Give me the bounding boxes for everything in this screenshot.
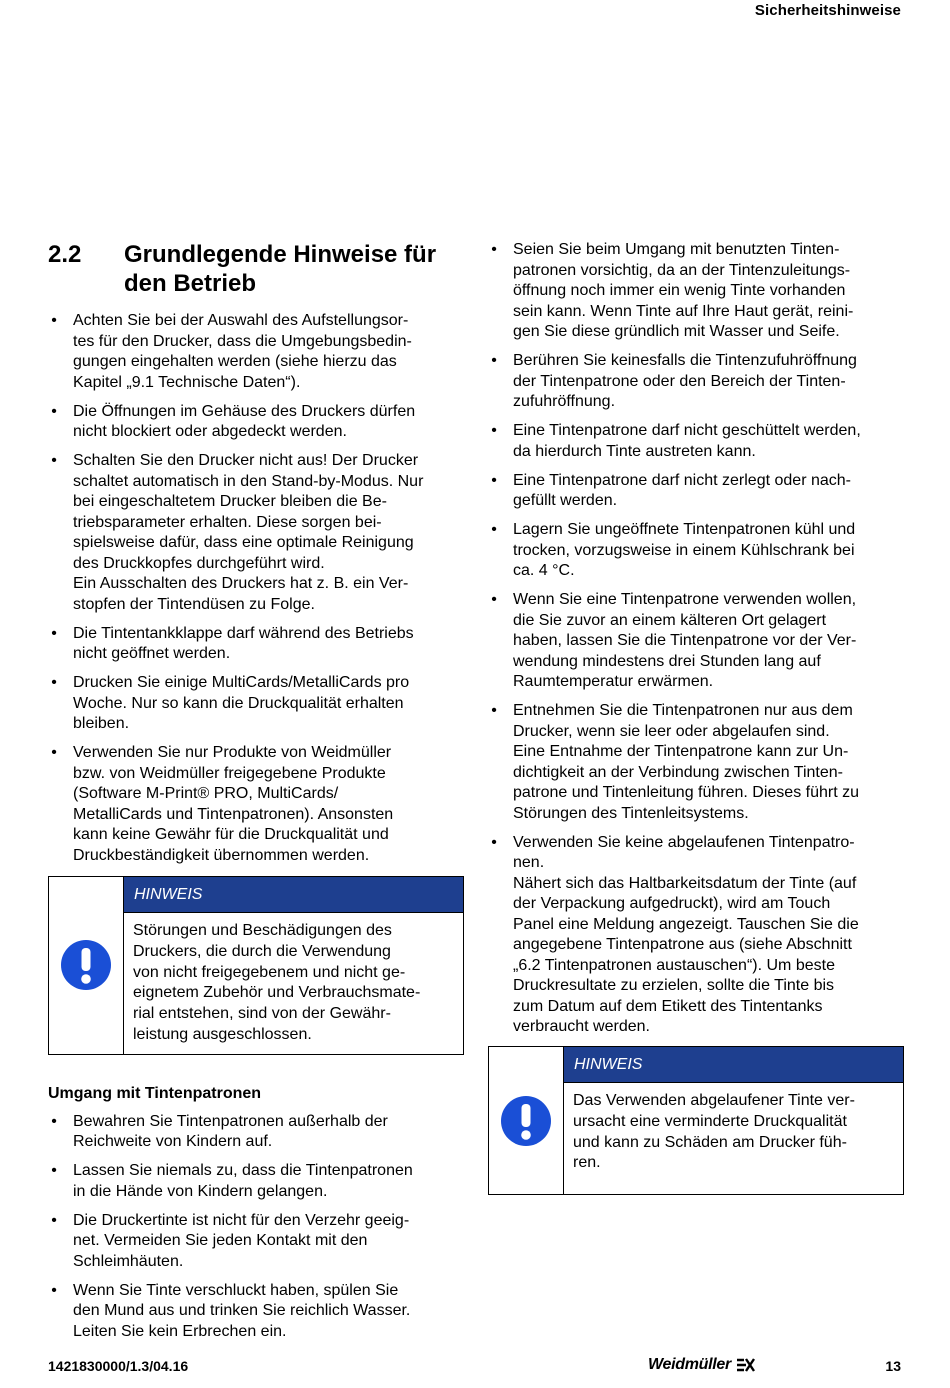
list-item-text: spielsweise dafür, dass eine optimale Reinigung	[73, 534, 414, 551]
list-item-text: „6.2 Tintenpatronen austauschen“). Um beste	[513, 956, 835, 974]
list-item	[48, 624, 464, 665]
bullet-icon: •	[491, 521, 497, 538]
list-item	[48, 1281, 464, 1343]
notice-text-line: ren.	[573, 1154, 601, 1172]
list-item-text: Berühren Sie keinesfalls die Tintenzufuhröffnung	[513, 352, 857, 369]
list-item-text: bei eingeschaltetem Drucker bleiben die Be-	[73, 493, 387, 510]
bullet-icon: •	[51, 744, 57, 761]
list-item-text: haben, lassen Sie die Tintenpatrone vor der Ver-	[513, 632, 857, 649]
notice-text-line: Das Verwenden abgelaufener Tinte ver-	[573, 1092, 855, 1109]
list-item-text: Raumtemperatur erwärmen.	[513, 673, 714, 690]
list-item-text: sein kann. Wenn Tinte auf Ihre Haut gerät, reini-	[513, 302, 854, 320]
list-item-text: gefüllt werden.	[513, 492, 618, 509]
list-item	[488, 520, 904, 582]
list-item	[488, 590, 904, 693]
list-item-text: triebsparameter erhalten. Diese sorgen bei-	[73, 513, 382, 531]
list-item-text: stopfen der Tintendüsen zu Folge.	[73, 595, 315, 613]
list-item-text: Die Druckertinte ist nicht für den Verzehr geeig-	[73, 1211, 410, 1229]
bullet-icon: •	[491, 471, 497, 489]
list-item-text: bzw. von Weidmüller freigegebene Produkte	[73, 764, 386, 782]
bullet-icon: •	[51, 624, 57, 642]
list-item-text: Nähert sich das Haltbarkeitsdatum der Tinte (auf	[513, 874, 857, 892]
list-item	[488, 421, 904, 462]
logo-wordmark: Weidmüller	[648, 1356, 731, 1373]
list-item	[48, 1112, 464, 1153]
list-item-text: trocken, vorzugsweise in einem Kühlschrank bei	[513, 541, 855, 559]
list-item-text: net. Vermeiden Sie jeden Kontakt mit den	[73, 1232, 368, 1250]
section-title-line: den Betrieb	[124, 270, 257, 297]
bullet-icon: •	[51, 1281, 57, 1299]
list-item	[48, 311, 464, 393]
list-item-text: in die Hände von Kindern gelangen.	[73, 1182, 328, 1200]
section-title-line: Grundlegende Hinweise für	[124, 241, 437, 268]
list-item-text: da hierdurch Tinte austreten kann.	[513, 442, 756, 460]
company-logo	[648, 1356, 757, 1374]
running-header: Sicherheitshinweise	[754, 2, 901, 19]
list-item-text: verbraucht werden.	[513, 1018, 650, 1035]
bullet-icon: •	[491, 241, 497, 258]
list-item-text: Achten Sie bei der Auswahl des Aufstellungsor-	[73, 312, 409, 329]
operation-bullet-list	[48, 311, 464, 866]
bullet-icon: •	[491, 591, 497, 608]
bullet-icon: •	[51, 1162, 57, 1180]
list-item-text: des Druckkopfes durchgeführt wird.	[73, 554, 325, 572]
list-item-text: patrone und Tintenleitung führen. Dieses führt zu	[513, 784, 859, 801]
list-item-text: nicht blockiert oder abgedeckt werden.	[73, 423, 347, 440]
list-item-text: Panel eine Meldung angezeigt. Tauschen Sie die	[513, 915, 859, 933]
list-item-text: schaltet automatisch in den Stand-by-Modus. Nur	[73, 472, 424, 490]
notice-box	[488, 1046, 904, 1195]
list-item-text: tes für den Drucker, dass die Umgebungsbedin-	[73, 332, 412, 350]
list-item	[488, 701, 904, 824]
bullet-icon: •	[51, 312, 57, 329]
list-item-text: Seien Sie beim Umgang mit benutzten Tinten-	[513, 241, 840, 258]
notice-text-line: von nicht freigegebenem und nicht ge-	[133, 963, 406, 981]
list-item-text: Reichweite von Kindern auf.	[73, 1133, 273, 1151]
section-heading	[48, 240, 464, 298]
list-item-text: Drucker, wenn sie leer oder abgelaufen sind.	[513, 722, 830, 740]
list-item-text: die Sie zuvor an einem kälteren Ort gelagert	[513, 611, 827, 629]
list-item-text: Die Tintentankklappe darf während des Betriebs	[73, 624, 414, 642]
list-item-text: Kapitel „9.1 Technische Daten“).	[73, 373, 301, 391]
list-item-text: Drucken Sie einige MultiCards/MetalliCards pro	[73, 674, 410, 691]
list-item-text: wendung mindestens drei Stunden lang auf	[513, 652, 821, 670]
list-item	[48, 402, 464, 443]
notice-text-line: leistung ausgeschlossen.	[133, 1025, 312, 1043]
list-item-text: angegebene Tintenpatrone aus (siehe Abschnitt	[513, 936, 852, 953]
list-item-text: dichtigkeit an der Verbindung zwischen Tinten-	[513, 763, 843, 781]
list-item-text: gungen eingehalten werden (siehe hierzu das	[73, 353, 397, 370]
exclamation-icon	[500, 1095, 552, 1147]
list-item	[488, 351, 904, 413]
section-title	[124, 240, 464, 298]
list-item-text: bleiben.	[73, 715, 130, 732]
bullet-icon: •	[51, 402, 57, 420]
notice-text-line: rial entstehen, sind von der Gewähr-	[133, 1005, 391, 1023]
bullet-icon: •	[491, 422, 497, 439]
list-item-text: Lagern Sie ungeöffnete Tintenpatronen kühl und	[513, 521, 856, 538]
list-item-text: Verwenden Sie keine abgelaufenen Tintenpatro-	[513, 833, 855, 851]
notice-text-line: Druckers, die durch die Verwendung	[133, 942, 391, 960]
list-item-text: zufuhröffnung.	[513, 393, 616, 410]
list-item	[48, 451, 464, 615]
right-column	[488, 240, 904, 1195]
list-item-text: Lassen Sie niemals zu, dass die Tintenpatronen	[73, 1162, 413, 1180]
list-item	[48, 1161, 464, 1202]
list-item-text: Druckbeständigkeit übernommen werden.	[73, 846, 370, 864]
list-item	[48, 743, 464, 866]
notice-heading: HINWEIS	[124, 877, 463, 913]
list-item	[488, 240, 904, 343]
notice-text-line: ursacht eine verminderte Druckqualität	[573, 1112, 847, 1130]
list-item-text: Wenn Sie eine Tintenpatrone verwenden wollen,	[513, 591, 857, 608]
bullet-icon: •	[491, 702, 497, 719]
cartridge-bullet-list	[488, 240, 904, 1038]
list-item-text: Bewahren Sie Tintenpatronen außerhalb der	[73, 1112, 388, 1130]
bullet-icon: •	[51, 674, 57, 691]
list-item	[488, 833, 904, 1038]
notice-icon-cell	[49, 877, 124, 1054]
list-item-text: Schalten Sie den Drucker nicht aus! Der Drucker	[73, 452, 419, 469]
list-item-text: Eine Tintenpatrone darf nicht zerlegt oder nach-	[513, 471, 851, 489]
list-item-text: Woche. Nur so kann die Druckqualität erhalten	[73, 694, 404, 712]
list-item-text: Eine Entnahme der Tintenpatrone kann zur Un-	[513, 743, 849, 760]
list-item-text: (Software M-Print® PRO, MultiCards/	[73, 785, 339, 802]
bullet-icon: •	[51, 1211, 57, 1229]
list-item-text: Die Öffnungen im Gehäuse des Druckers dürfen	[73, 402, 416, 420]
ink-handling-bullet-list	[48, 1112, 464, 1343]
list-item-text: Eine Tintenpatrone darf nicht geschüttelt werden,	[513, 422, 861, 439]
bullet-icon: •	[51, 452, 57, 469]
list-item-text: zum Datum auf dem Etikett des Tintentanks	[513, 997, 823, 1015]
list-item-text: Leiten Sie kein Erbrechen ein.	[73, 1322, 287, 1340]
notice-text	[564, 1083, 903, 1194]
list-item-text: MetalliCards und Tintenpatronen). Ansonsten	[73, 805, 394, 823]
bullet-icon: •	[51, 1112, 57, 1130]
notice-text-line: Störungen und Beschädigungen des	[133, 922, 392, 939]
notice-text-line: und kann zu Schäden am Drucker füh-	[573, 1133, 847, 1151]
notice-icon-cell	[489, 1047, 564, 1194]
list-item-text: gen Sie diese gründlich mit Wasser und Seife.	[513, 323, 840, 340]
weidmueller-logo-icon	[735, 1357, 757, 1373]
notice-box	[48, 876, 464, 1055]
list-item-text: der Verpackung aufgedruckt), wird am Touch	[513, 895, 831, 912]
list-item-text: kann keine Gewähr für die Druckqualität und	[73, 826, 389, 843]
page-number: 13	[885, 1358, 901, 1374]
list-item	[48, 1211, 464, 1273]
list-item-text: ca. 4 °C.	[513, 562, 575, 579]
list-item-text: Verwenden Sie nur Produkte von Weidmüller	[73, 744, 392, 761]
notice-text-line: eignetem Zubehör und Verbrauchsmate-	[133, 984, 421, 1002]
list-item-text: Schleimhäuten.	[73, 1252, 184, 1270]
subsection-title: Umgang mit Tintenpatronen	[48, 1084, 262, 1102]
section-number: 2.2	[48, 241, 82, 268]
list-item-text: Druckresultate zu erzielen, sollte die Tinte bis	[513, 977, 835, 994]
notice-heading: HINWEIS	[564, 1047, 903, 1083]
list-item	[488, 471, 904, 512]
list-item-text: Wenn Sie Tinte verschluckt haben, spülen Sie	[73, 1281, 399, 1299]
list-item-text: nicht geöffnet werden.	[73, 645, 231, 662]
list-item-text: Entnehmen Sie die Tintenpatronen nur aus dem	[513, 702, 853, 719]
list-item-text: patronen vorsichtig, da an der Tintenzuleitungs-	[513, 261, 851, 279]
notice-text	[124, 913, 463, 1054]
list-item-text: den Mund aus und trinken Sie reichlich Wasser.	[73, 1302, 411, 1320]
list-item-text: Störungen des Tintenleitsystems.	[513, 804, 749, 822]
left-column	[48, 240, 464, 1351]
document-number: 1421830000/1.3/04.16	[48, 1358, 189, 1374]
list-item-text: Ein Ausschalten des Druckers hat z. B. ein Ver-	[73, 575, 409, 592]
bullet-icon: •	[491, 352, 497, 369]
list-item-text: nen.	[513, 854, 545, 871]
list-item-text: öffnung noch immer ein wenig Tinte vorhanden	[513, 282, 846, 299]
list-item-text: der Tintenpatrone oder den Bereich der Tinten-	[513, 372, 846, 390]
bullet-icon: •	[491, 833, 497, 851]
exclamation-icon	[60, 939, 112, 991]
list-item	[48, 673, 464, 735]
